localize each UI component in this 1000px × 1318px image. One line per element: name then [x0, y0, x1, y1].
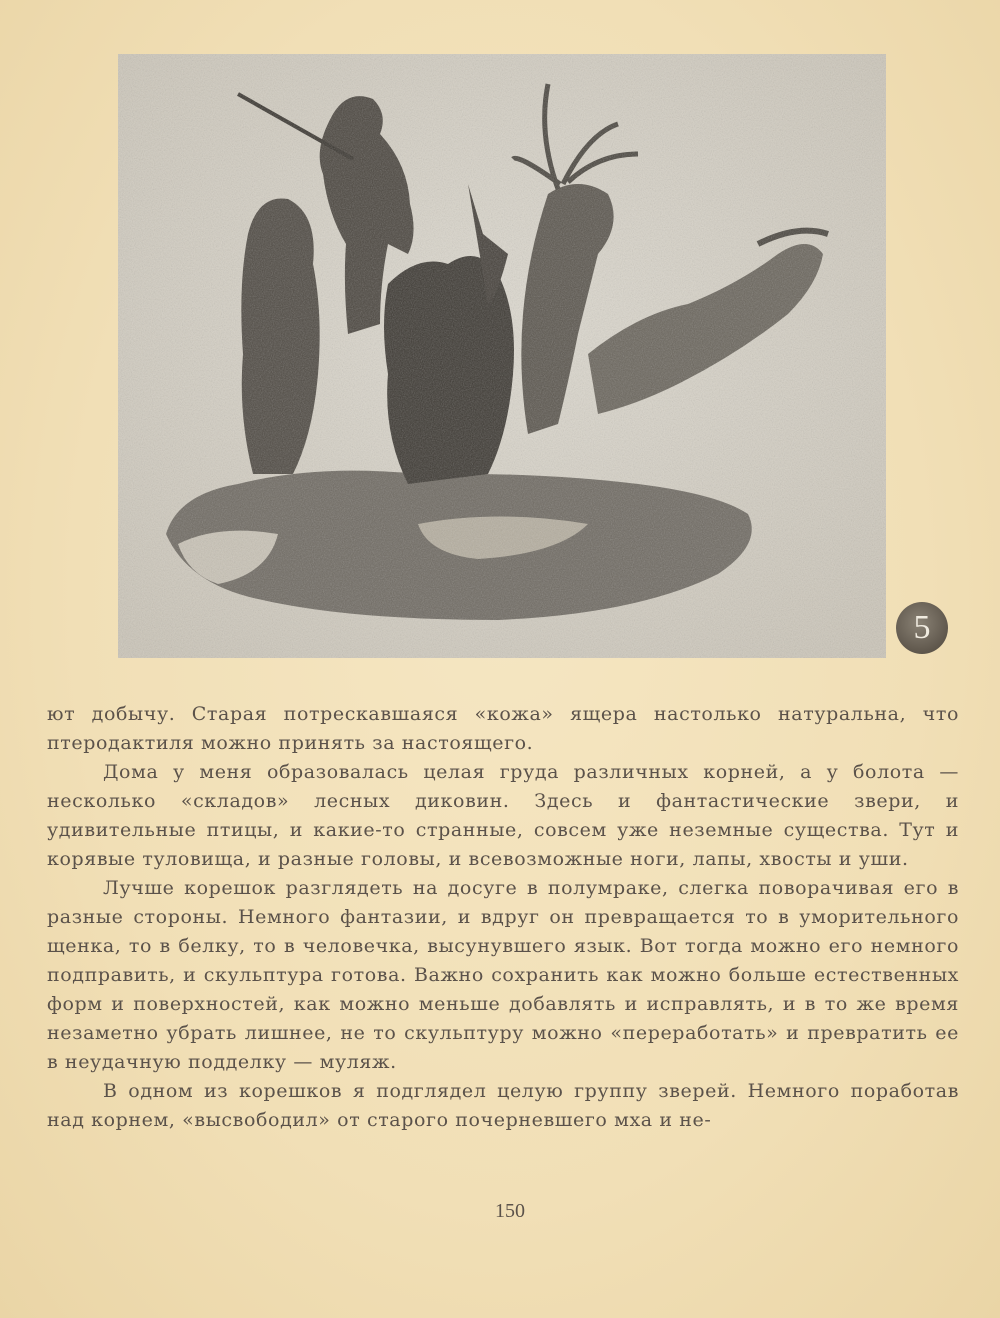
root-sculpture-photo-icon	[118, 54, 886, 658]
paragraph: В одном из корешков я подглядел целую группу зверей. Немного поработав над корнем, «высвободил» от старого почерневшего мха и не-	[47, 1080, 959, 1131]
paragraph: ют добычу. Старая потрескавшаяся «кожа» ящера настолько натуральна, что птеродактиля можно принять за настоящего.	[47, 703, 959, 754]
figure-number-badge: 5	[896, 602, 948, 654]
paragraph: Дома у меня образовалась целая груда различных корней, а у болота — несколько «складов» лесных диковин. Здесь и фантастические звери, и удивительные птицы, и какие-то странные, совсем уже неземные существа. Тут и корявые туловища, и разные головы, и всевозможные ноги, лапы, хвосты и уши.	[47, 761, 959, 870]
sculpture-photo	[118, 54, 931, 658]
paragraph: Лучше корешок разглядеть на досуге в полумраке, слегка поворачивая его в разные стороны. Немного фантазии, и вдруг он превращается то в уморительного щенка, то в белку, то в человечка, высунувшего язык. Вот тогда можно его немного подправить, и скульптура готова. Важно сохранить как можно больше естественных форм и поверхностей, как можно меньше добавлять и исправлять, и в то же время незаметно убрать лишнее, не то скульптуру можно «переработать» и превратить ее в неудачную подделку — муляж.	[47, 877, 959, 1073]
page-number: 150	[495, 1200, 525, 1222]
body-text	[47, 700, 959, 1135]
